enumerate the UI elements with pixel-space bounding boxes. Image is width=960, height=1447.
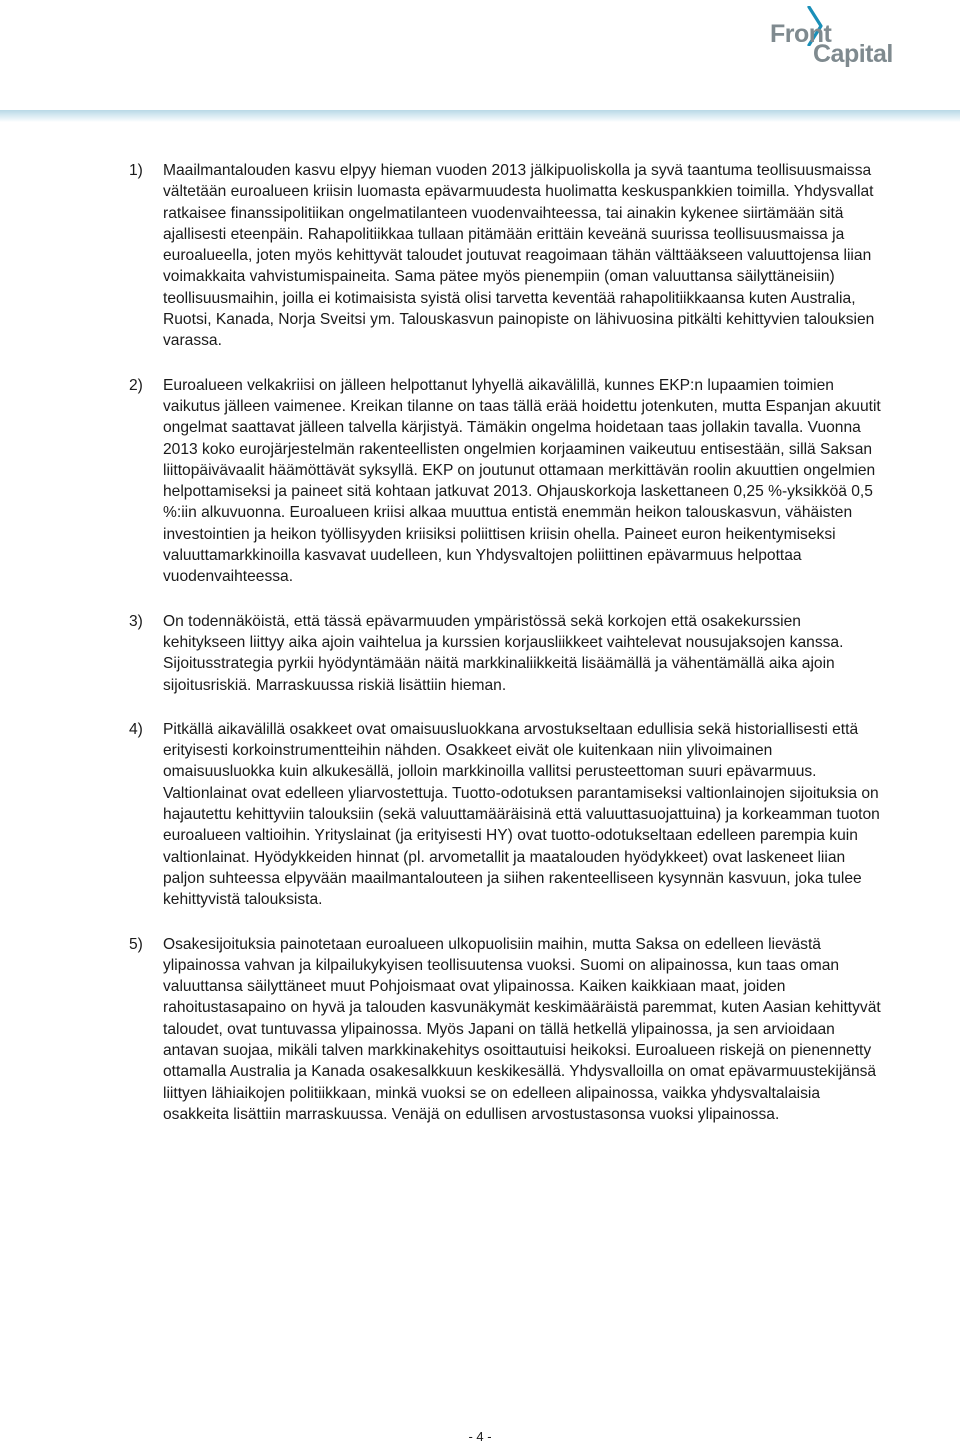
logo-text-capital: Capital: [813, 40, 893, 68]
list-item: [125, 160, 885, 352]
list-item-number: 5): [129, 935, 143, 953]
list-item: [125, 934, 885, 1126]
list-item-number: 3): [129, 612, 143, 630]
page-number: - 4 -: [468, 1429, 492, 1444]
document-body: [125, 160, 885, 1148]
list-item-number: 4): [129, 720, 143, 738]
list-item: [125, 375, 885, 588]
list-item: [125, 611, 885, 696]
header-divider: [0, 110, 960, 122]
list-item: [125, 719, 885, 911]
list-item-text: On todennäköistä, että tässä epävarmuuden ympäristössä sekä korkojen että osakekurssien kehitykseen liittyy aika ajoin vaihtelua ja kurssien korjausliikkeet vaihtelevat nousujaksojen kanssa. Sijoitusstrategia pyrkii hyödyntämään näitä markkinaliikkeitä lisäämällä ja vähentämällä aika ajoin sijoitusriskiä. Marraskuussa riskiä lisättiin hieman.: [163, 612, 844, 694]
list-item-text: Maailmantalouden kasvu elpyy hieman vuoden 2013 jälkipuoliskolla ja syvä taantuma teollisuusmaissa vältetään euroalueen kriisin luomasta epävarmuudesta huolimatta keskuspankkien toimilla. Yhdysvallat ratkaisee finanssipolitiikan ongelmatilanteen vuodenvaihteessa, tai ainakin kykenee siirtämään sitä ajallisesti eteenpäin. Rahapolitiikkaa tullaan pitämään erittäin keveänä suurissa teollisuusmaissa ja euroalueella, joten myös kehittyvät taloudet joutuvat reagoimaan tähän välttääkseen valuuttojensa liian voimakkaita vahvistumispaineita. Sama pätee myös pienempiin (oman valuuttansa säilyttäneisiin) teollisuusmaihin, joilla ei kotimaisista syistä olisi tarvetta keventää rahapolitiikkaansa kuten Australia, Ruotsi, Kanada, Norja Sveitsi ym. Talouskasvun painopiste on lähivuosina pitkälti kehittyvien talouksien varassa.: [163, 162, 875, 350]
list-item-number: 1): [129, 162, 143, 179]
list-item-text: Osakesijoituksia painotetaan euroalueen ulkopuolisiin maihin, mutta Saksa on edelleen lievästä ylipainossa vahvan ja kilpailukykyisen teollisuutensa vuoksi. Suomi on alipainossa, kun taas oman valuuttansa säilyttäneet muut Pohjoismaat ovat ylipainossa. Kaiken kaikkiaan maat, joiden rahoitustasapaino on hyvä ja talouden kasvunäkymät keskimääräistä paremmat, kuten Aasian kehittyvät taloudet, ovat tuntuvassa ylipainossa. Myös Japani on tällä hetkellä ylipainossa, ja sen arvioidaan antavan suojaa, mikäli talven markkinakehitys osoittautuisi heikoksi. Euroalueen riskejä on pienennetty ottamalla Australia ja Kanada osakesalkkuun keskikesällä. Yhdysvalloilla on omat epävarmuustekijänsä liittyen lähiaikojen politiikkaan, minkä vuoksi se on edelleen alipainossa, vaikka yhdysvaltalaisia osakkeita lisättiin marraskuussa. Venäjä on edullisen arvostustasonsa vuoksi ylipainossa.: [163, 935, 881, 1123]
logo-text-front: Front: [770, 20, 832, 48]
list-item-text: Euroalueen velkakriisi on jälleen helpottanut lyhyellä aikavälillä, kunnes EKP:n lupaamien toimien vaikutus jälleen vaimenee. Kreikan tilanne on taas tällä erää hoidettu jotenkuten, mutta Espanjan akuutit ongelmat saattavat jälleen talvella kärjistyä. Tämäkin ongelma hoidetaan taas jollakin tavalla. Vuonna 2013 koko eurojärjestelmän rakenteellisten ongelmien korjaaminen vaikeutuu entisestään, sillä Saksan liittopäivävaalit häämöttävät syksyllä. EKP on joutunut ottamaan merkittävän roolin akuuttien ongelmien helpottamiseksi ja paineet sitä kohtaan jatkuvat 2013. Ohjauskorkoja laskettaneen 0,25 %-yksikköä 0,5 %:iin alkuvuonna. Euroalueen kriisi alkaa muuttua entistä enemmän heikon talouskasvun, vähäisten investointien ja heikon työllisyyden kriisiksi poliittisen kriisin ohella. Paineet euron heikentymiseksi valuuttamarkkinoilla kasvavat uudelleen, kun Yhdysvaltojen poliittinen epävarmuus helpottaa vuodenvaihteessa.: [163, 376, 881, 586]
list-item-text: Pitkällä aikavälillä osakkeet ovat omaisuusluokkana arvostukseltaan edullisia sekä historiallisesti että erityisesti korkoinstrumentteihin nähden. Osakkeet eivät ole kuitenkaan niin ylivoimainen omaisuusluokka kuin alkukesällä, jolloin markkinoilla vallitsi perusteettoman suuri epävarmuus. Valtionlainat ovat edelleen yliarvostettuja. Tuotto-odotuksen parantamiseksi valtionlainojen sijoituksia on hajautettu kehittyviin talouksiin (sekä valuuttamääräisinä että valuuttasuojattuina) ja korkeamman tuoton euroalueen valtioihin. Yrityslainat (ja erityisesti HY) ovat tuotto-odotukseltaan edelleen parempia kuin valtionlainat. Hyödykkeiden hinnat (pl. arvometallit ja maatalouden hyödykkeet) ovat laskeneet liian paljon suhteessa elpyvään maailmantalouteen ja siihen rakenteelliseen kysynnän kasvuun, joka tulee kehittyvistä talouksista.: [163, 720, 880, 909]
list-item-number: 2): [129, 376, 143, 394]
front-capital-logo: [762, 6, 922, 68]
